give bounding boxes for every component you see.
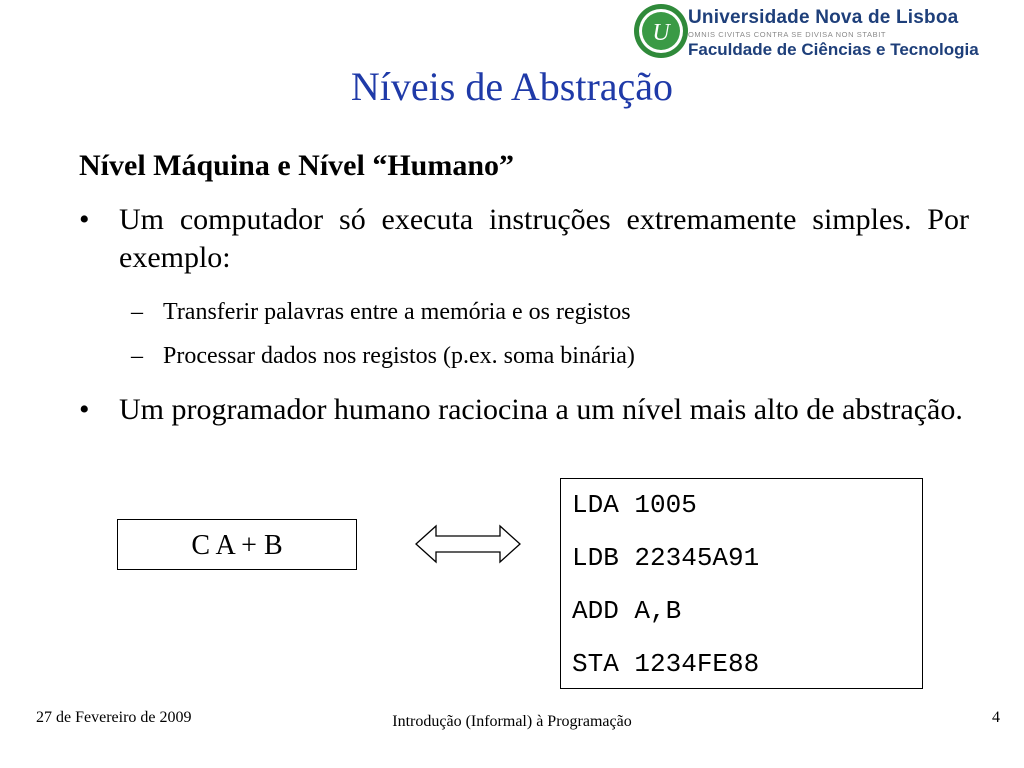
code-line: LDA 1005: [572, 490, 697, 520]
expression-right: A + B: [215, 530, 283, 561]
university-name: Universidade Nova de Lisboa: [688, 7, 959, 28]
slide-subheading: Nível Máquina e Nível “Humano”: [79, 149, 515, 182]
sub-bullet-item-2: [131, 341, 635, 371]
bullet-text: Um programador humano raciocina a um nível mais alto de abstração.: [119, 393, 963, 426]
dash-glyph: –: [131, 343, 143, 369]
assembly-code-box: [560, 478, 923, 689]
university-logo: [632, 2, 1020, 62]
bullet-text: Um computador só executa instruções extremamente simples. Por exemplo:: [119, 203, 969, 274]
code-line: LDB 22345A91: [572, 543, 760, 573]
footer-course-title: Introdução (Informal) à Programação: [392, 713, 632, 730]
bullet-glyph: •: [79, 203, 90, 236]
double-arrow-icon: [414, 524, 522, 564]
sub-bullet-text: Transferir palavras entre a memória e os registos: [163, 299, 631, 325]
code-line: ADD A,B: [572, 596, 682, 626]
sub-bullet-text: Processar dados nos registos (p.ex. soma binária): [163, 343, 635, 369]
expression-box: [117, 519, 357, 570]
faculty-name: Faculdade de Ciências e Tecnologia: [688, 40, 979, 59]
sub-bullet-item-1: [131, 297, 631, 327]
bullet-glyph: •: [79, 393, 90, 426]
university-motto: OMNIS CIVITAS CONTRA SE DIVISA NON STABIT: [688, 30, 887, 39]
bullet-item-1: [79, 201, 969, 277]
expression-left: C: [191, 530, 211, 561]
page-number: 4: [992, 709, 1000, 726]
slide-title: Níveis de Abstração: [350, 64, 674, 109]
bullet-item-2: [79, 391, 969, 429]
university-emblem-icon: [632, 2, 690, 60]
dash-glyph: –: [131, 299, 143, 325]
footer-date: 27 de Fevereiro de 2009: [36, 709, 192, 726]
emblem-letter: U: [652, 20, 670, 46]
code-line: STA 1234FE88: [572, 649, 760, 679]
